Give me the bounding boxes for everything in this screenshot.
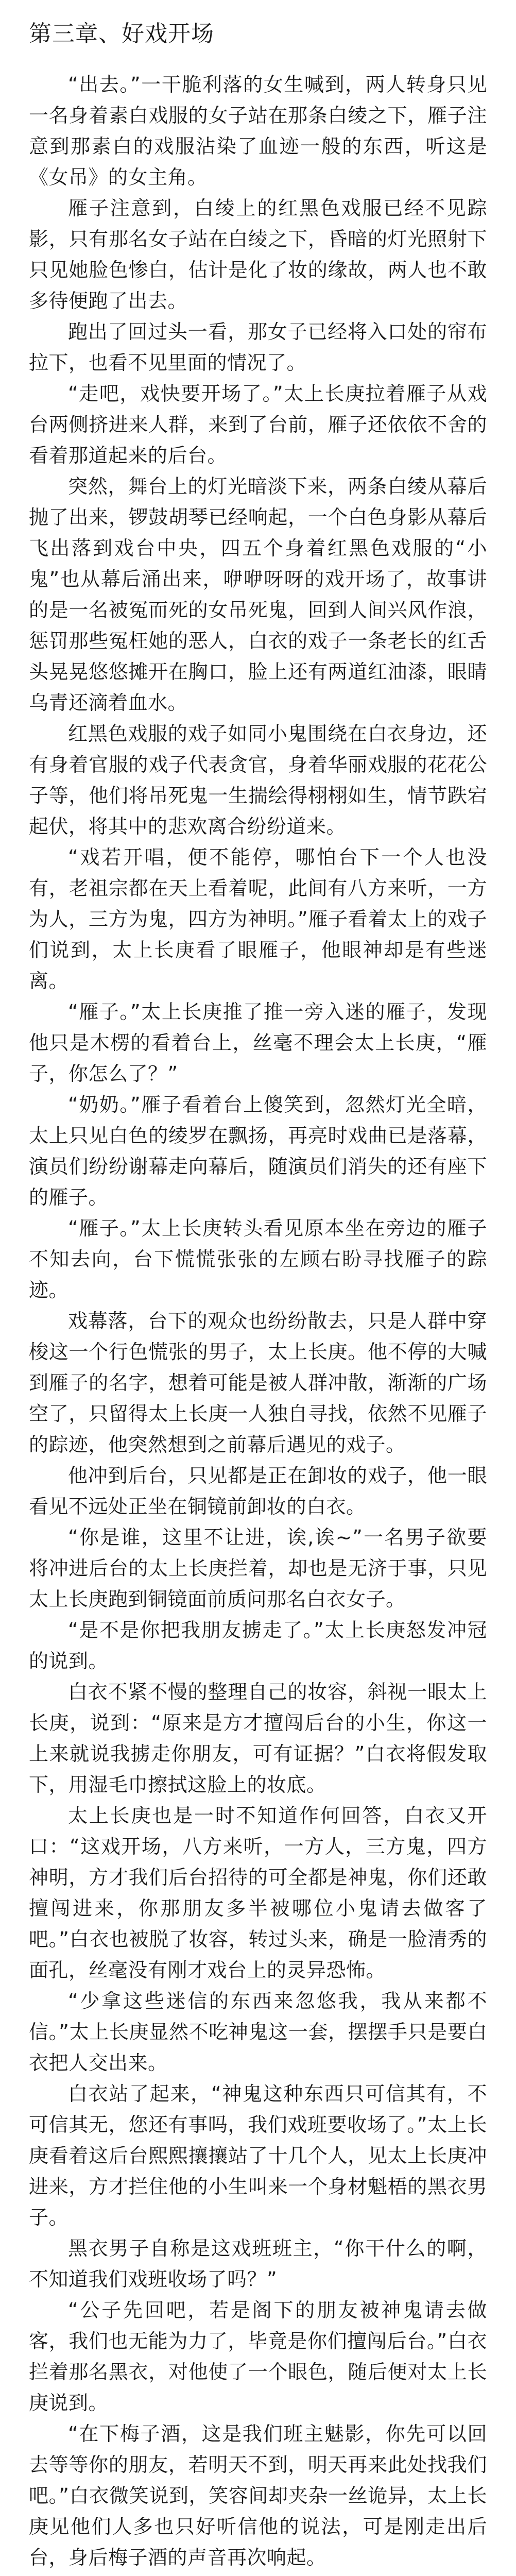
- paragraph: 红黑色戏服的戏子如同小鬼围绕在白衣身边，还有身着官服的戏子代表贪官，身着华丽戏服的花花公子等，他们将吊死鬼一生揣绘得栩栩如生，情节跌宕起伏，将其中的悲欢离合纷纷道来。: [29, 722, 487, 838]
- paragraph: “奶奶。”雁子看着台上傻笑到，忽然灯光全暗，太上只见白色的绫罗在飘扬，再亮时戏曲已是落幕，演员们纷纷谢幕走向幕后，随演员们消失的还有座下的雁子。: [29, 1093, 487, 1209]
- paragraph: 跑出了回过头一看，那女子已经将入口处的帘布拉下，也看不见里面的情况了。: [29, 320, 487, 374]
- paragraph: 白衣不紧不慢的整理自己的妆容，斜视一眼太上长庚，说到：“原来是方才擅闯后台的小生，你这一上来就说我掳走你朋友，可有证据？”白衣将假发取下，用湿毛巾擦拭这脸上的妆底。: [29, 1681, 487, 1796]
- paragraph: 太上长庚也是一时不知道作何回答，白衣又开口：“这戏开场，八方来听，一方人，三方鬼，四方神明，方才我们后台招待的可全都是神鬼，你们还敢擅闯进来，你那朋友多半被哪位小鬼请去做客了吧。”白衣也被脱了妆容，转过头来，确是一脸清秀的面孔，丝毫没有刚才戏台上的灵异恐怖。: [29, 1804, 487, 1981]
- paragraph: “雁子。”太上长庚转头看见原本坐在旁边的雁子不知去向，台下慌慌张张的左顾右盼寻找雁子的踪迹。: [29, 1217, 487, 1301]
- paragraph: “出去。”一干脆利落的女生喊到，两人转身只见一名身着素白戏服的女子站在那条白绫之下，雁子注意到那素白的戏服沾染了血迹一般的东西，听这是《女吊》的女主角。: [29, 73, 487, 189]
- paragraph: “走吧，戏快要开场了。”太上长庚拉着雁子从戏台两侧挤进来人群，来到了台前，雁子还依依不舍的看着那道起来的后台。: [29, 382, 487, 467]
- paragraph: “少拿这些迷信的东西来忽悠我，我从来都不信。”太上长庚显然不吃神鬼这一套，摆摆手只是要白衣把人交出来。: [29, 1990, 487, 2074]
- paragraph: “你是谁，这里不让进，诶,诶~”一名男子欲要将冲进后台的太上长庚拦着，却也是无济于事，只见太上长庚跑到铜镜面前质问那名白衣女子。: [29, 1526, 487, 1611]
- chapter-title: 第三章、好戏开场: [29, 21, 214, 47]
- paragraph: 黑衣男子自称是这戏班班主，“你干什么的啊，不知道我们戏班收场了吗？”: [29, 2237, 487, 2291]
- paragraph: 雁子注意到，白绫上的红黑色戏服已经不见踪影，只有那名女子站在白绫之下，昏暗的灯光照射下只见她脸色惨白，估计是化了妆的缘故，两人也不敢多待便跑了出去。: [29, 197, 487, 312]
- paragraph: 戏幕落，台下的观众也纷纷散去，只是人群中穿梭这一个行色慌张的男子，太上长庚。他不停的大喊到雁子的名字，想着可能是被人群冲散，渐渐的广场空了，只留得太上长庚一人独自寻找，依然不见雁子的踪迹，他突然想到之前幕后遇见的戏子。: [29, 1310, 487, 1456]
- paragraph: 他冲到后台，只见都是正在卸妆的戏子，他一眼看见不远处正坐在铜镜前卸妆的白衣。: [29, 1464, 487, 1518]
- paragraph: “是不是你把我朋友掳走了。”太上长庚怒发冲冠的说到。: [29, 1619, 487, 1672]
- paragraph: “在下梅子酒，这是我们班主魅影，你先可以回去等等你的朋友，若明天不到，明天再来此处找我们吧。”白衣微笑说到，笑容间却夹杂一丝诡异，太上长庚见他们人多也只好听信他的说法，可是刚走出后台，身后梅子酒的声音再次响起。: [29, 2422, 487, 2569]
- chapter-body: [29, 69, 487, 2576]
- paragraph: “公子先回吧，若是阁下的朋友被神鬼请去做客，我们也无能为力了，毕竟是你们擅闯后台。”白衣拦着那名黑衣，对他使了一个眼色，随后便对太上长庚说到。: [29, 2299, 487, 2414]
- paragraph: 白衣站了起来，“神鬼这种东西只可信其有，不可信其无，您还有事吗，我们戏班要收场了。”太上长庚看着这后台熙熙攘攘站了十几个人，见太上长庚冲进来，方才拦住他的小生叫来一个身材魁梧的黑衣男子。: [29, 2082, 487, 2229]
- paragraph: “戏若开唱，便不能停，哪怕台下一个人也没有，老祖宗都在天上看着呢，此间有八方来听，一方为人，三方为鬼，四方为神明。”雁子看着太上的戏子们说到，太上长庚看了眼雁子，他眼神却是有些迷离。: [29, 846, 487, 992]
- paragraph: 突然，舞台上的灯光暗淡下来，两条白绫从幕后抛了出来，锣鼓胡琴已经响起，一个白色身影从幕后飞出落到戏台中央，四五个身着红黑色戏服的“小鬼”也从幕后涌出来，咿咿呀呀的戏开场了，故事讲的是一名被冤而死的女吊死鬼，回到人间兴风作浪，惩罚那些冤枉她的恶人，白衣的戏子一条老长的红舌头晃晃悠悠摊开在胸口，脸上还有两道红油漆，眼睛乌青还滴着血水。: [29, 475, 487, 714]
- paragraph: [29, 2573, 487, 2576]
- paragraph: “雁子。”太上长庚推了推一旁入迷的雁子，发现他只是木楞的看着台上，丝毫不理会太上长庚，“雁子，你怎么了？”: [29, 1001, 487, 1085]
